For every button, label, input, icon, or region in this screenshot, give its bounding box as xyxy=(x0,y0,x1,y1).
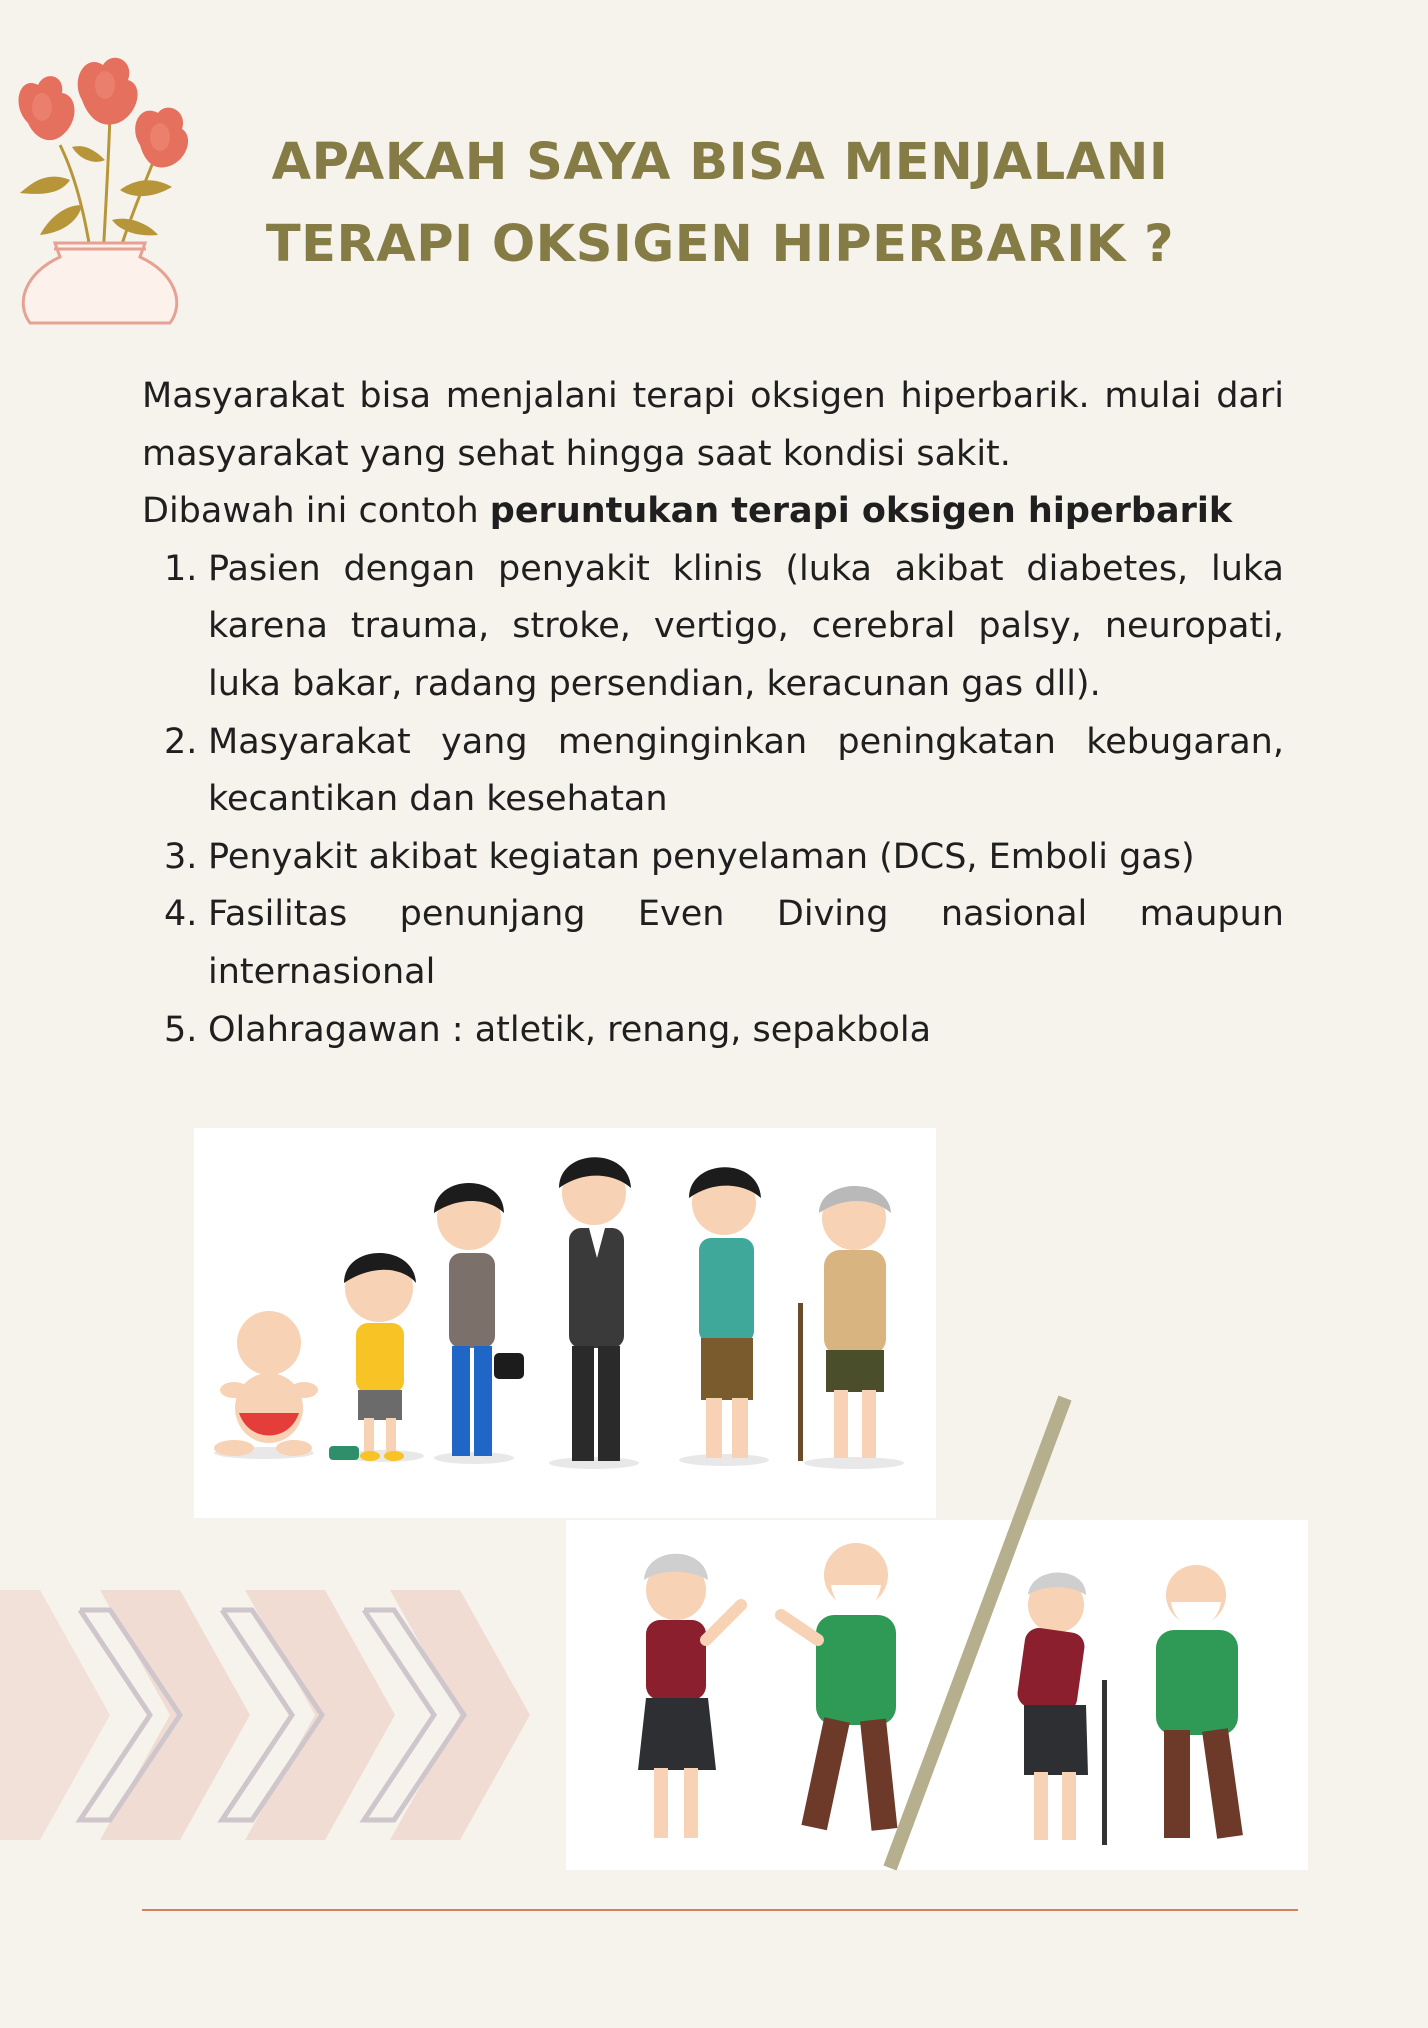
list-item-number: 4. xyxy=(164,894,198,935)
bottom-rule xyxy=(142,1909,1298,1911)
title-line-2: TERAPI OKSIGEN HIPERBARIK ? xyxy=(265,215,1175,274)
indication-list xyxy=(142,541,1284,1059)
page-title xyxy=(220,122,1220,286)
list-item-text: Olahragawan : atletik, renang, sepakbola xyxy=(208,1009,932,1050)
adult-figure xyxy=(559,1157,631,1461)
list-item xyxy=(142,829,1284,887)
list-item-number: 3. xyxy=(164,836,198,877)
list-item xyxy=(142,886,1284,1001)
list-item-number: 5. xyxy=(164,1009,198,1050)
teen-figure xyxy=(434,1183,524,1456)
list-item xyxy=(142,541,1284,714)
life-stages-figures xyxy=(194,1128,936,1518)
middle-aged-figure xyxy=(689,1167,761,1458)
healthy-grandma-figure xyxy=(638,1554,741,1838)
intro-lead-prefix: Dibawah ini contoh xyxy=(142,491,490,532)
list-item-text: Pasien dengan penyakit klinis (luka akibat diabetes, luka karena trauma, stroke, vertigo, cerebral palsy, neuropati, luka bakar, radang persendian, keracunan gas dll). xyxy=(208,548,1284,704)
divider-slash xyxy=(870,1390,1090,1890)
intro-lead xyxy=(142,483,1284,541)
list-item xyxy=(142,1002,1284,1060)
baby-figure xyxy=(214,1311,318,1456)
body-text xyxy=(142,368,1284,1059)
list-item xyxy=(142,714,1284,829)
life-stages-illustration xyxy=(194,1128,936,1518)
list-item-text: Masyarakat yang menginginkan peningkatan kebugaran, kecantikan dan kesehatan xyxy=(208,721,1284,820)
list-item-number: 2. xyxy=(164,721,198,762)
list-item-text: Penyakit akibat kegiatan penyelaman (DCS, Emboli gas) xyxy=(208,836,1195,877)
child-figure xyxy=(329,1253,416,1461)
list-item-text: Fasilitas penunjang Even Diving nasional maupun internasional xyxy=(208,894,1284,992)
intro-sentence: Masyarakat bisa menjalani terapi oksigen hiperbarik. mulai dari masyarakat yang sehat hingga saat kondisi sakit. xyxy=(142,376,1284,474)
intro-lead-bold: peruntukan terapi oksigen hiperbarik xyxy=(489,491,1233,532)
sick-grandpa-figure xyxy=(1156,1565,1243,1839)
title-line-1: APAKAH SAYA BISA MENJALANI xyxy=(271,133,1169,192)
flower-vase-icon xyxy=(0,45,200,330)
list-item-number: 1. xyxy=(164,548,198,589)
chevron-decoration xyxy=(0,1590,540,1840)
